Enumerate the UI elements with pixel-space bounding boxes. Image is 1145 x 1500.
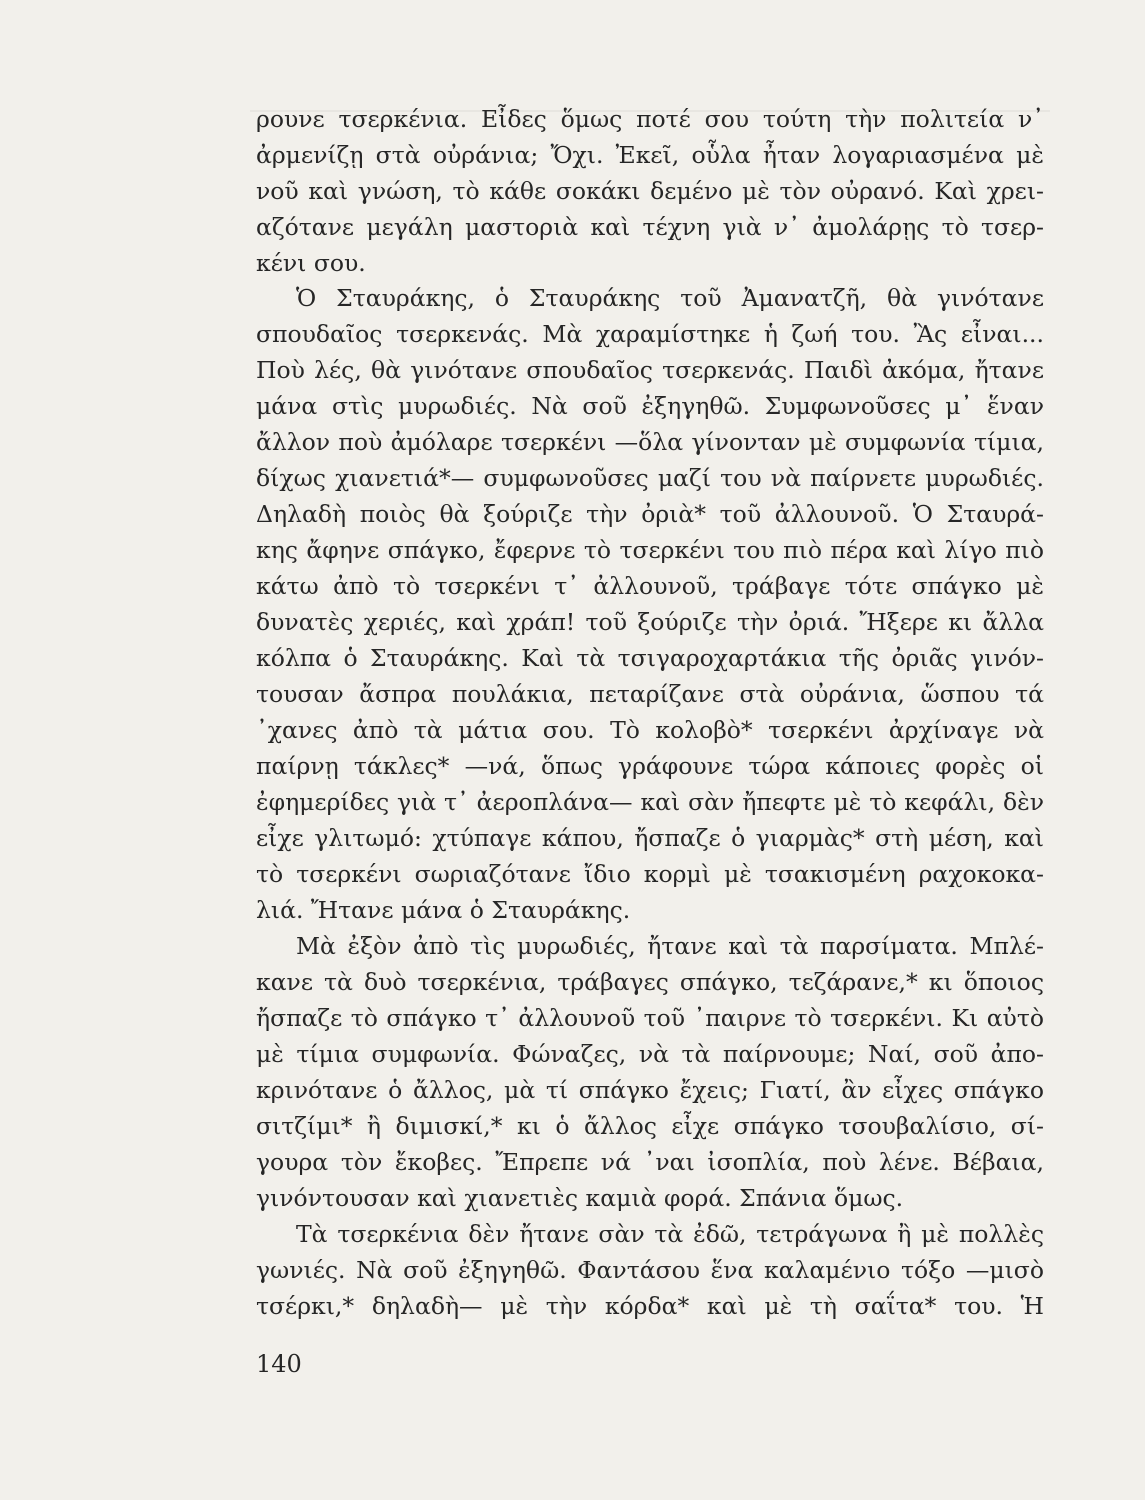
text-line: Τὰ τσερκένια δὲν ἤτανε σὰν τὰ ἐδῶ, τετράγωνα ἢ μὲ πολλὲς	[296, 1220, 1044, 1248]
text-line: Μὰ ἐξὸν ἀπὸ τὶς μυρωδιές, ἤτανε καὶ τὰ παρσίματα. Μπλέ-	[296, 932, 1044, 960]
text-line: κης ἄφηνε σπάγκο, ἔφερνε τὸ τσερκένι του πιὸ πέρα καὶ λίγο πιὸ	[256, 536, 1044, 564]
text-line: μὲ τίμια συμφωνία. Φώναζες, νὰ τὰ παίρνουμε; Ναί, σοῦ ἀπο-	[256, 1040, 1044, 1068]
text-line: νοῦ καὶ γνώση, τὸ κάθε σοκάκι δεμένο μὲ τὸν οὐρανό. Καὶ χρει-	[256, 177, 1044, 205]
text-line: κανε τὰ δυὸ τσερκένια, τράβαγες σπάγκο, τεζάρανε,* κι ὅποιος	[256, 968, 1044, 996]
text-line: Ποὺ λές, θὰ γινότανε σπουδαῖος τσερκενάς. Παιδὶ ἀκόμα, ἤτανε	[256, 356, 1044, 384]
text-line: γουρα τὸν ἔκοβες. Ἔπρεπε νά ᾽ναι ἰσοπλία, ποὺ λένε. Βέβαια,	[256, 1148, 1044, 1176]
text-line: παίρνῃ τάκλες* —νά, ὅπως γράφουνε τώρα κάποιες φορὲς οἱ	[256, 752, 1044, 780]
text-line: δυνατὲς χεριές, καὶ χράπ! τοῦ ξούριζε τὴν ὀριά. Ἤξερε κι ἄλλα	[256, 608, 1044, 636]
text-line: ᾽χανες ἀπὸ τὰ μάτια σου. Τὸ κολοβὸ* τσερκένι ἀρχίναγε νὰ	[256, 716, 1044, 744]
text-line: Δηλαδὴ ποιὸς θὰ ξούριζε τὴν ὀριὰ* τοῦ ἀλλουνοῦ. Ὁ Σταυρά-	[256, 500, 1044, 528]
text-line: κένι σου.	[256, 249, 366, 277]
text-line: Ὁ Σταυράκης, ὁ Σταυράκης τοῦ Ἀμανατζῆ, θὰ γινότανε	[296, 284, 1044, 312]
text-line: σπουδαῖος τσερκενάς. Μὰ χαραμίστηκε ἡ ζωή του. Ἂς εἶναι...	[256, 320, 1044, 348]
text-line: λιά. Ἤτανε μάνα ὁ Σταυράκης.	[256, 896, 631, 924]
text-line: γινόντουσαν καὶ χιανετιὲς καμιὰ φορά. Σπάνια ὅμως.	[256, 1184, 904, 1212]
text-line: ἤσπαζε τὸ σπάγκο τ᾽ ἀλλουνοῦ τοῦ ᾽παιρνε τὸ τσερκένι. Κι αὐτὸ	[256, 1004, 1044, 1032]
text-line: μάνα στὶς μυρωδιές. Νὰ σοῦ ἐξηγηθῶ. Συμφωνοῦσες μ᾽ ἕναν	[256, 392, 1044, 420]
page-number: 140	[256, 1350, 302, 1378]
text-line: κόλπα ὁ Σταυράκης. Καὶ τὰ τσιγαροχαρτάκια τῆς ὀριᾶς γινόν-	[256, 644, 1044, 672]
text-line: κρινότανε ὁ ἄλλος, μὰ τί σπάγκο ἔχεις; Γιατί, ἂν εἶχες σπάγκο	[256, 1076, 1044, 1104]
text-line: ἐφημερίδες γιὰ τ᾽ ἀεροπλάνα— καὶ σὰν ἤπεφτε μὲ τὸ κεφάλι, δὲν	[256, 788, 1044, 816]
text-line: σιτζίμι* ἢ διμισκί,* κι ὁ ἄλλος εἶχε σπάγκο τσουβαλίσιο, σί-	[256, 1112, 1044, 1140]
text-line: τουσαν ἄσπρα πουλάκια, πεταρίζανε στὰ οὐράνια, ὥσπου τά	[256, 680, 1044, 708]
text-line: τὸ τσερκένι σωριαζότανε ἴδιο κορμὶ μὲ τσακισμένη ραχοκοκα-	[256, 860, 1044, 888]
text-line: ἀρμενίζῃ στὰ οὐράνια; Ὄχι. Ἐκεῖ, οὗλα ἦταν λογαριασμένα μὲ	[256, 141, 1044, 169]
text-line: εἶχε γλιτωμό: χτύπαγε κάπου, ἤσπαζε ὁ γιαρμὰς* στὴ μέση, καὶ	[256, 824, 1044, 852]
text-line: κάτω ἀπὸ τὸ τσερκένι τ᾽ ἀλλουνοῦ, τράβαγε τότε σπάγκο μὲ	[256, 572, 1044, 600]
text-line: γωνιές. Νὰ σοῦ ἐξηγηθῶ. Φαντάσου ἕνα καλαμένιο τόξο —μισὸ	[256, 1256, 1044, 1284]
text-line: τσέρκι,* δηλαδὴ— μὲ τὴν κόρδα* καὶ μὲ τὴ σαΐτα* του. Ἡ	[256, 1292, 1044, 1320]
text-line: δίχως χιανετιά*— συμφωνοῦσες μαζί του νὰ παίρνετε μυρωδιές.	[256, 464, 1044, 492]
text-line: ἄλλον ποὺ ἀμόλαρε τσερκένι —ὅλα γίνονταν μὲ συμφωνία τίμια,	[256, 428, 1044, 456]
text-line: αζότανε μεγάλη μαστοριὰ καὶ τέχνη γιὰ ν᾽ ἀμολάρῃς τὸ τσερ-	[256, 213, 1044, 241]
text-line: ρουνε τσερκένια. Εἶδες ὅμως ποτέ σου τούτη τὴν πολιτεία ν᾽	[256, 105, 1044, 133]
